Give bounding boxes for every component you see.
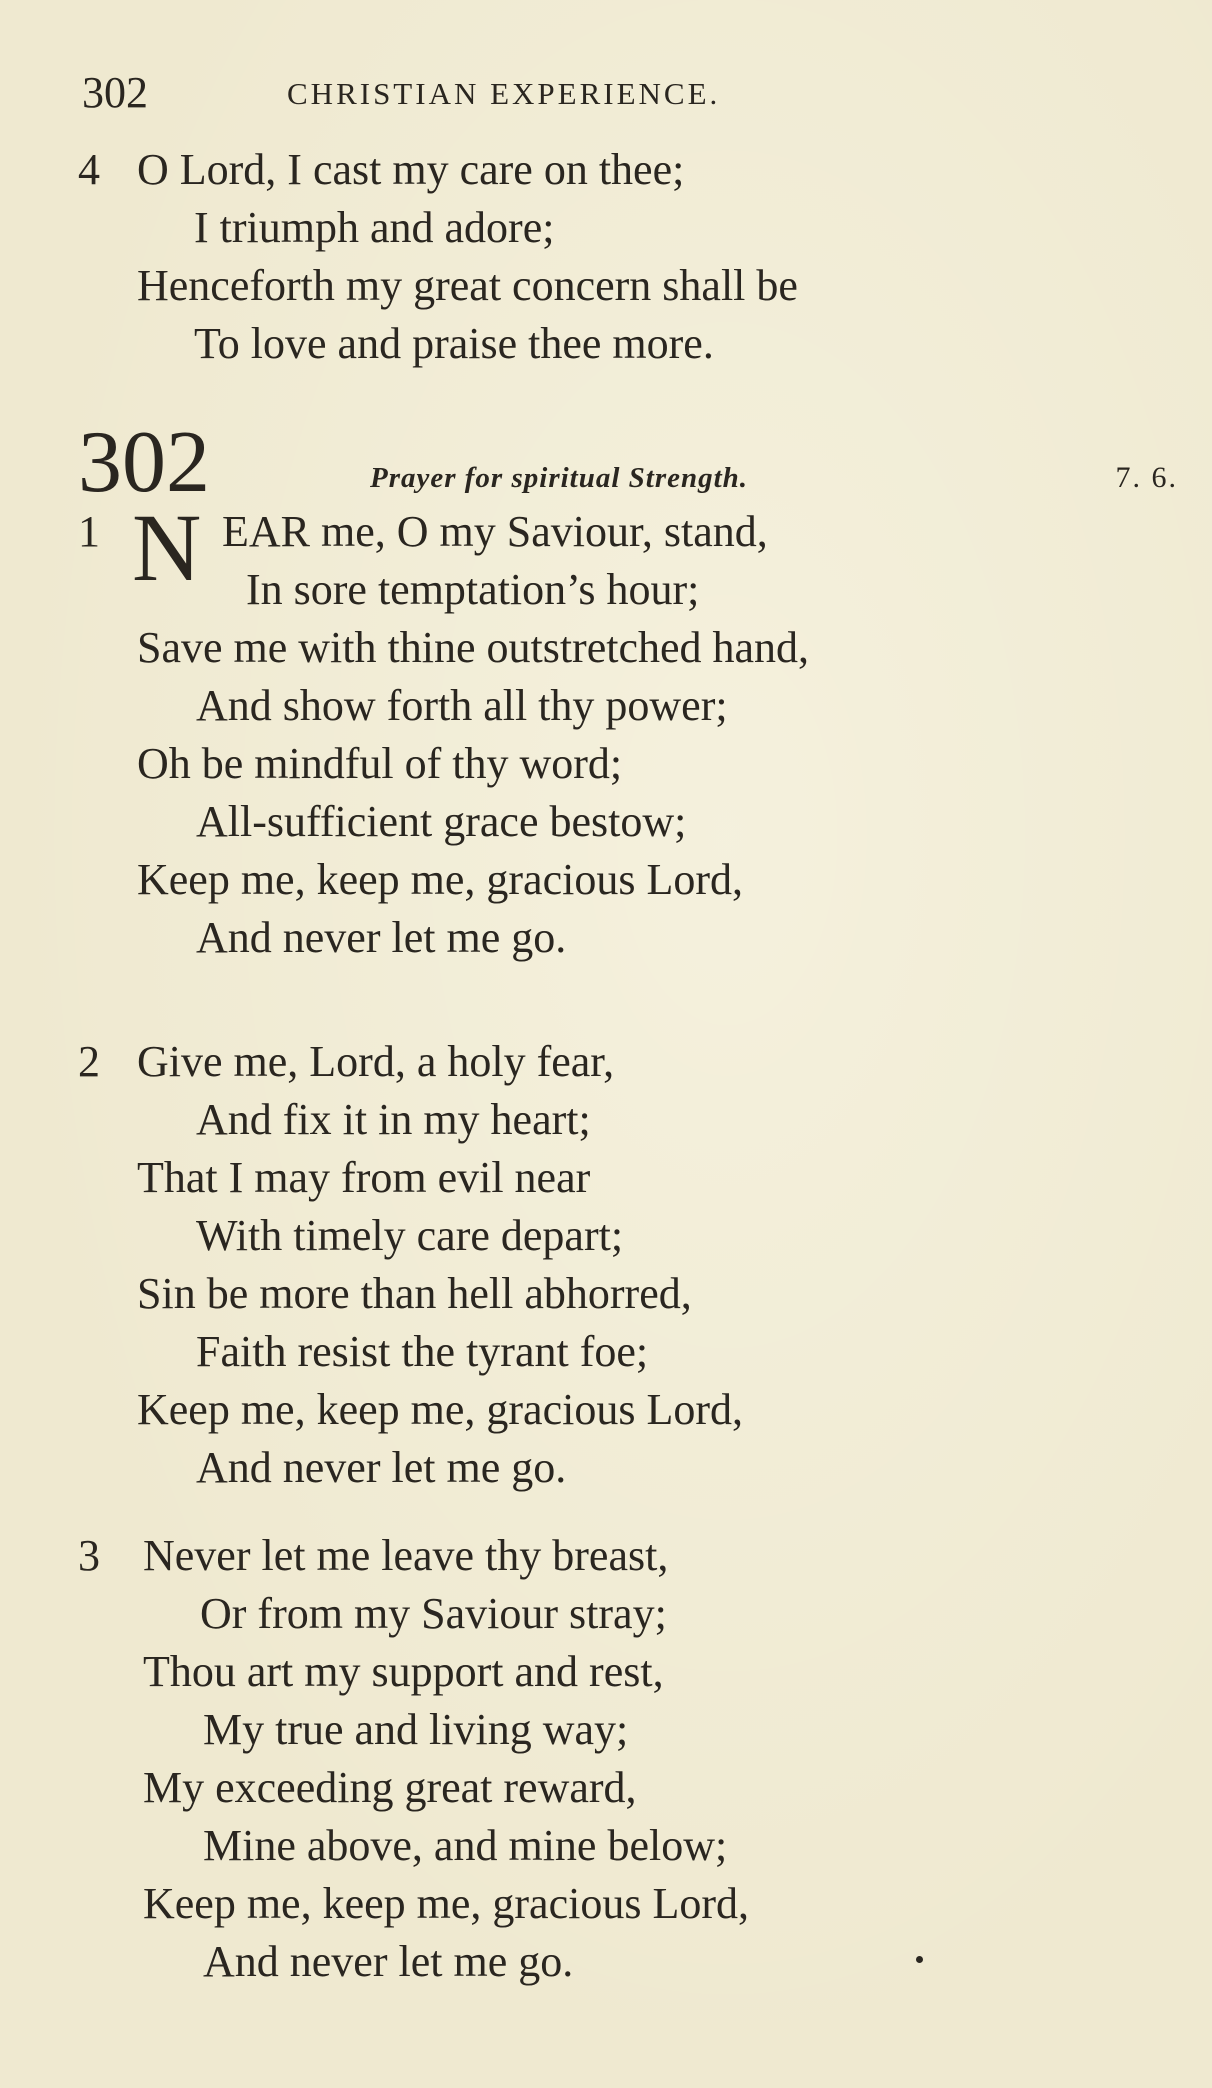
drop-cap: N bbox=[132, 494, 202, 601]
hymn-number: 302 bbox=[78, 414, 210, 511]
verse-line: And fix it in my heart; bbox=[196, 1095, 591, 1144]
hymn-title: Prayer for spiritual Strength. bbox=[370, 462, 749, 494]
stanza-number: 1 bbox=[78, 507, 100, 556]
verse-line: Give me, Lord, a holy fear, bbox=[137, 1037, 615, 1086]
verse-line: That I may from evil near bbox=[137, 1153, 591, 1202]
verse-line: Keep me, keep me, gracious Lord, bbox=[137, 1385, 743, 1434]
verse-line: My exceeding great reward, bbox=[143, 1763, 637, 1812]
verse-line: To love and praise thee more. bbox=[194, 319, 714, 368]
verse-line: Sin be more than hell abhorred, bbox=[137, 1269, 692, 1318]
verse-line: O Lord, I cast my care on thee; bbox=[137, 145, 685, 194]
verse-line: And never let me go. bbox=[196, 1443, 567, 1492]
stanza-number: 4 bbox=[78, 145, 100, 194]
verse-line: In sore temptation’s hour; bbox=[246, 565, 700, 614]
verse-line: I triumph and adore; bbox=[194, 203, 555, 252]
verse-line: Thou art my support and rest, bbox=[143, 1647, 664, 1696]
hymn-header bbox=[78, 414, 1178, 511]
running-title: CHRISTIAN EXPERIENCE. bbox=[287, 76, 721, 111]
verse-line: Faith resist the tyrant foe; bbox=[196, 1327, 649, 1376]
verse-line: And never let me go. bbox=[196, 913, 567, 962]
verse-line: Mine above, and mine below; bbox=[203, 1821, 728, 1870]
verse-line: Keep me, keep me, gracious Lord, bbox=[143, 1879, 749, 1928]
verse-line: Keep me, keep me, gracious Lord, bbox=[137, 855, 743, 904]
verse-line: My true and living way; bbox=[203, 1705, 629, 1754]
page-number: 302 bbox=[82, 68, 148, 117]
ink-speck bbox=[916, 1956, 923, 1963]
verse-line: And never let me go. bbox=[203, 1937, 574, 1986]
stanza-number: 3 bbox=[78, 1531, 100, 1580]
verse-line: Never let me leave thy breast, bbox=[143, 1531, 669, 1580]
running-head bbox=[82, 68, 1132, 118]
verse-line: With timely care depart; bbox=[196, 1211, 624, 1260]
verse-line: All-sufficient grace bestow; bbox=[196, 797, 687, 846]
hymn-meter: 7. 6. bbox=[1115, 461, 1178, 494]
stanza-number: 2 bbox=[78, 1037, 100, 1086]
verse-line: Or from my Saviour stray; bbox=[200, 1589, 667, 1638]
verse-line: And show forth all thy power; bbox=[196, 681, 728, 730]
verse-line: EAR me, O my Saviour, stand, bbox=[222, 507, 768, 556]
verse-line: Save me with thine outstretched hand, bbox=[137, 623, 810, 672]
verse-line: Oh be mindful of thy word; bbox=[137, 739, 623, 788]
verse-line: Henceforth my great concern shall be bbox=[137, 261, 798, 310]
